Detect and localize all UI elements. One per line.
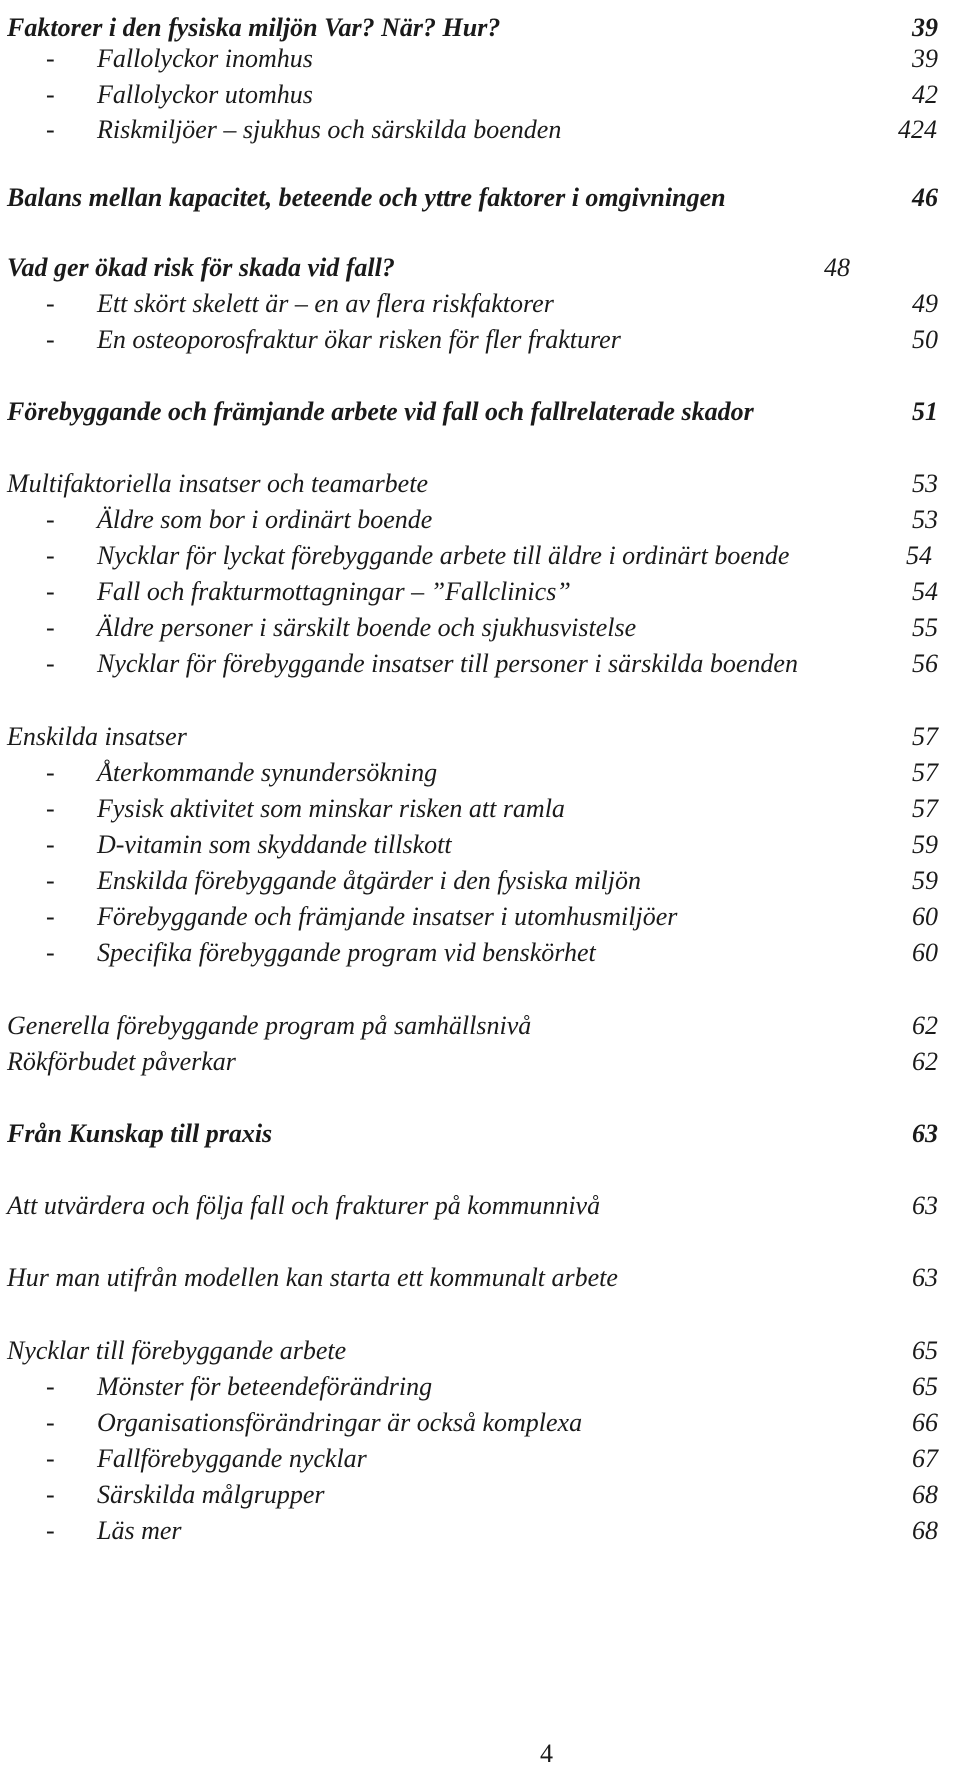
toc-entry-page: 63	[912, 1119, 938, 1148]
toc-entry-title: Fallförebyggande nycklar	[97, 1444, 367, 1473]
toc-entry	[0, 502, 960, 538]
toc-entry-title: Organisationsförändringar är också komplexa	[97, 1408, 583, 1437]
toc-entry-page: 51	[912, 397, 938, 426]
toc-entry-page: 424	[898, 115, 937, 144]
toc-entry-page: 57	[912, 794, 938, 823]
toc-entry-page: 56	[912, 649, 938, 678]
toc-entry-title: Förebyggande och främjande insatser i utomhusmiljöer	[97, 902, 678, 931]
toc-entry-dash: -	[46, 325, 55, 354]
toc-entry-title: Faktorer i den fysiska miljön Var? När? Hur?	[7, 13, 501, 42]
toc-entry-title: Balans mellan kapacitet, beteende och yttre faktorer i omgivningen	[7, 183, 726, 212]
toc-entry-dash: -	[46, 1372, 55, 1401]
toc-entry-page: 63	[912, 1263, 938, 1292]
toc-entry-page: 48	[824, 253, 850, 282]
toc-entry	[0, 41, 960, 77]
toc-entry-page: 66	[912, 1408, 938, 1437]
toc-entry-page: 54	[912, 577, 938, 606]
toc-entry-title: Enskilda insatser	[7, 722, 187, 751]
toc-entry-page: 63	[912, 1191, 938, 1220]
toc-entry	[0, 77, 960, 113]
toc-entry	[0, 1477, 960, 1513]
toc-entry-title: Läs mer	[97, 1516, 182, 1545]
toc-entry-page: 67	[912, 1444, 938, 1473]
toc-entry-page: 57	[912, 758, 938, 787]
toc-entry-title: Fall och frakturmottagningar – ”Fallclinics”	[97, 577, 571, 606]
toc-entry-title: Nycklar till förebyggande arbete	[7, 1336, 347, 1365]
toc-entry-title: En osteoporosfraktur ökar risken för fler frakturer	[97, 325, 621, 354]
toc-entry	[0, 250, 960, 286]
toc-entry-page: 59	[912, 866, 938, 895]
toc-entry-dash: -	[46, 44, 55, 73]
toc-entry-title: Generella förebyggande program på samhällsnivå	[7, 1011, 532, 1040]
toc-entry-dash: -	[46, 1408, 55, 1437]
toc-entry-title: Mönster för beteendeförändring	[97, 1372, 433, 1401]
toc-entry-dash: -	[46, 794, 55, 823]
toc-entry-dash: -	[46, 115, 55, 144]
toc-entry-page: 53	[912, 505, 938, 534]
toc-entry-title: Fysisk aktivitet som minskar risken att ramla	[97, 794, 565, 823]
toc-entry-dash: -	[46, 577, 55, 606]
toc-entry-title: Förebyggande och främjande arbete vid fall och fallrelaterade skador	[7, 397, 754, 426]
toc-entry	[0, 1116, 960, 1152]
toc-entry	[0, 1044, 960, 1080]
toc-entry-title: Fallolyckor utomhus	[97, 80, 313, 109]
toc-entry	[0, 610, 960, 646]
toc-entry	[0, 1369, 960, 1405]
toc-entry	[0, 574, 960, 610]
toc-entry	[0, 1260, 960, 1296]
toc-entry-title: Multifaktoriella insatser och teamarbete	[7, 469, 428, 498]
toc-entry-title: Äldre personer i särskilt boende och sjukhusvistelse	[97, 613, 637, 642]
toc-entry-dash: -	[46, 1516, 55, 1545]
toc-entry-page: 42	[912, 80, 938, 109]
toc-entry-page: 49	[912, 289, 938, 318]
toc-entry	[0, 1405, 960, 1441]
toc-entry-title: Vad ger ökad risk för skada vid fall?	[7, 253, 395, 282]
toc-entry-dash: -	[46, 505, 55, 534]
toc-entry-page: 50	[912, 325, 938, 354]
toc-entry-dash: -	[46, 289, 55, 318]
toc-entry-dash: -	[46, 649, 55, 678]
toc-entry-title: Ett skört skelett är – en av flera riskfaktorer	[97, 289, 554, 318]
toc-entry	[0, 1441, 960, 1477]
toc-entry-page: 60	[912, 938, 938, 967]
page-number: 4	[540, 1739, 553, 1768]
toc-entry-title: Nycklar för lyckat förebyggande arbete till äldre i ordinärt boende	[97, 541, 790, 570]
toc-entry-title: Rökförbudet påverkar	[7, 1047, 236, 1076]
toc-entry-page: 53	[912, 469, 938, 498]
toc-entry-dash: -	[46, 80, 55, 109]
toc-entry	[0, 394, 960, 430]
toc-entry-title: Äldre som bor i ordinärt boende	[97, 505, 433, 534]
toc-entry-title: Nycklar för förebyggande insatser till personer i särskilda boenden	[97, 649, 798, 678]
toc-entry	[0, 1513, 960, 1549]
toc-entry-page: 68	[912, 1480, 938, 1509]
toc-entry	[0, 863, 960, 899]
toc-entry-dash: -	[46, 758, 55, 787]
toc-entry	[0, 180, 960, 216]
toc-entry-dash: -	[46, 902, 55, 931]
toc-entry	[0, 1188, 960, 1224]
toc-entry-title: D-vitamin som skyddande tillskott	[97, 830, 452, 859]
toc-entry	[0, 935, 960, 971]
toc-entry-dash: -	[46, 830, 55, 859]
toc-entry-page: 65	[912, 1372, 938, 1401]
toc-entry-page: 55	[912, 613, 938, 642]
toc-entry	[0, 899, 960, 935]
toc-entry-dash: -	[46, 938, 55, 967]
toc-entry-page: 60	[912, 902, 938, 931]
toc-entry	[0, 1008, 960, 1044]
toc-entry-page: 62	[912, 1047, 938, 1076]
toc-entry-page: 54	[906, 541, 932, 570]
toc-entry	[0, 791, 960, 827]
toc-entry-page: 39	[912, 44, 938, 73]
toc-entry-dash: -	[46, 613, 55, 642]
toc-entry	[0, 538, 960, 574]
toc-entry	[0, 719, 960, 755]
toc-entry-page: 68	[912, 1516, 938, 1545]
toc-entry-title: Specifika förebyggande program vid benskörhet	[97, 938, 596, 967]
toc-entry-page: 59	[912, 830, 938, 859]
toc-entry	[0, 112, 960, 148]
toc-entry-page: 62	[912, 1011, 938, 1040]
toc-entry	[0, 755, 960, 791]
toc-entry-title: Särskilda målgrupper	[97, 1480, 325, 1509]
toc-entry-page: 39	[912, 13, 938, 42]
toc-entry	[0, 646, 960, 682]
toc-entry-title: Från Kunskap till praxis	[7, 1119, 273, 1148]
toc-entry-title: Hur man utifrån modellen kan starta ett kommunalt arbete	[7, 1263, 618, 1292]
toc-entry	[0, 1333, 960, 1369]
toc-entry-dash: -	[46, 866, 55, 895]
toc-entry-page: 65	[912, 1336, 938, 1365]
toc-entry	[0, 286, 960, 322]
toc-entry-title: Fallolyckor inomhus	[97, 44, 313, 73]
toc-entry-title: Riskmiljöer – sjukhus och särskilda boenden	[97, 115, 562, 144]
toc-entry-title: Enskilda förebyggande åtgärder i den fysiska miljön	[97, 866, 641, 895]
toc-entry-page: 46	[912, 183, 938, 212]
toc-entry	[0, 322, 960, 358]
toc-entry	[0, 466, 960, 502]
toc-entry-title: Att utvärdera och följa fall och frakturer på kommunnivå	[7, 1191, 601, 1220]
toc-entry-dash: -	[46, 1444, 55, 1473]
toc-entry-page: 57	[912, 722, 938, 751]
toc-entry	[0, 827, 960, 863]
toc-entry-dash: -	[46, 541, 55, 570]
toc-entry-dash: -	[46, 1480, 55, 1509]
toc-entry-title: Återkommande synundersökning	[97, 758, 438, 787]
